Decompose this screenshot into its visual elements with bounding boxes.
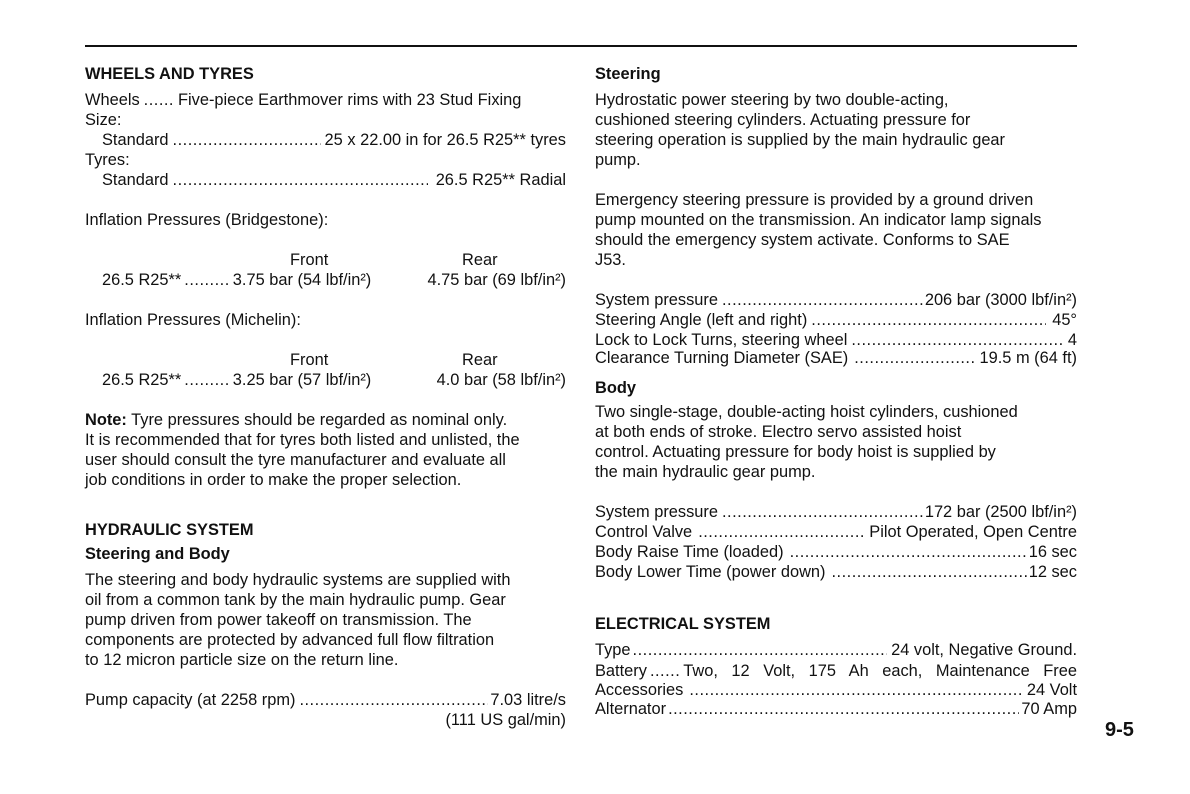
electrical-title: ELECTRICAL SYSTEM: [595, 615, 771, 633]
wheels-title: WHEELS AND TYRES: [85, 65, 254, 83]
size-label: Size:: [85, 111, 122, 129]
note-line-4: job conditions in order to make the proper selection.: [85, 471, 462, 489]
hydraulic-line-3: pump driven from power takeoff on transmission. The: [85, 611, 472, 629]
body-line-3: control. Actuating pressure for body hoist is supplied by: [595, 443, 996, 461]
michelin-title: Inflation Pressures (Michelin):: [85, 311, 301, 329]
rear-header-2: Rear: [462, 351, 498, 369]
steering-spec-row: [595, 348, 1077, 368]
left-column: [85, 64, 566, 730]
standard-label-2: Standard: [102, 171, 169, 189]
steering-line-3: steering operation is supplied by the main hydraulic gear: [595, 131, 1006, 149]
right-column: [595, 64, 1077, 719]
michelin-front: 3.25 bar (57 lbf/in²): [232, 371, 372, 389]
pump-row: [85, 690, 566, 710]
accessories-label: Accessories: [595, 681, 684, 699]
body-spec-row: [595, 502, 1077, 522]
rear-header: Rear: [462, 251, 498, 269]
note-text-0: Tyre pressures should be regarded as nominal only.: [126, 411, 508, 429]
alternator-label: Alternator: [595, 700, 667, 718]
emergency-line-1: Emergency steering pressure is provided by a ground driven: [595, 191, 1034, 209]
hydraulic-line-5: to 12 micron particle size on the return line.: [85, 651, 399, 669]
bridgestone-title: Inflation Pressures (Bridgestone):: [85, 211, 329, 229]
body-spec-row: [595, 522, 1077, 542]
wheels-value: Five-piece Earthmover rims with 23 Stud Fixing: [177, 91, 522, 109]
body-spec-row: [595, 562, 1077, 582]
body-line-1: Two single-stage, double-acting hoist cylinders, cushioned: [595, 403, 1018, 421]
body-spec-value: 172 bar (2500 lbf/in²): [924, 503, 1077, 521]
size-value: 25 x 22.00 in for 26.5 R25** tyres: [324, 131, 566, 149]
bridgestone-front: 3.75 bar (54 lbf/in²): [232, 271, 372, 289]
note-label: Note:: [85, 411, 127, 429]
michelin-header: [85, 350, 566, 370]
body-spec-value: 12 sec: [1028, 563, 1077, 581]
steering-spec-row: [595, 330, 1077, 350]
wheels-row: Wheels ...... Five-piece Earthmover rims with 23 Stud Fixing: [85, 91, 522, 109]
steering-line-4: pump.: [595, 151, 641, 169]
body-spec-label: System pressure: [595, 503, 718, 521]
wheels-label: Wheels: [85, 91, 140, 109]
battery-label: Battery: [595, 662, 647, 680]
bridgestone-header: [85, 250, 566, 270]
tyres-value: 26.5 R25** Radial: [435, 171, 566, 189]
body-spec-row: [595, 542, 1077, 562]
battery-value: Two, 12 Volt, 175 Ah each, Maintenance Free: [683, 662, 1077, 680]
body-title: Body: [595, 379, 636, 397]
front-header: Front: [290, 251, 329, 269]
note-line-1: [85, 410, 566, 430]
steering-title: Steering: [595, 65, 661, 83]
type-label: Type: [595, 641, 631, 659]
emergency-line-2: pump mounted on the transmission. An indicator lamp signals: [595, 211, 1042, 229]
type-value: 24 volt, Negative Ground.: [891, 641, 1077, 659]
steering-spec-row: [595, 310, 1077, 330]
note-line-2: It is recommended that for tyres both listed and unlisted, the: [85, 431, 520, 449]
type-row: [595, 640, 1077, 660]
hydraulic-line-2: oil from a common tank by the main hydraulic pump. Gear: [85, 591, 506, 609]
bridgestone-rear: 4.75 bar (69 lbf/in²): [427, 271, 566, 289]
steering-line-1: Hydrostatic power steering by two double-acting,: [595, 91, 949, 109]
tyres-label: Tyres:: [85, 151, 130, 169]
standard-label: Standard: [102, 131, 169, 149]
accessories-row: [595, 681, 1077, 699]
emergency-line-4: J53.: [595, 251, 626, 269]
steering-spec-label: Clearance Turning Diameter (SAE): [595, 349, 849, 367]
michelin-rear: 4.0 bar (58 lbf/in²): [436, 371, 566, 389]
steering-spec-label: Lock to Lock Turns, steering wheel: [595, 331, 848, 349]
body-spec-value: 16 sec: [1028, 543, 1077, 561]
pump-label: Pump capacity (at 2258 rpm): [85, 691, 296, 709]
body-spec-label: Body Lower Time (power down): [595, 563, 826, 581]
michelin-row: 26.5 R25** ......... 3.25 bar (57 lbf/in²) 4.0 bar (58 lbf/in²): [102, 371, 566, 389]
front-header-2: Front: [290, 351, 329, 369]
alternator-value: 70 Amp: [1021, 700, 1077, 718]
steering-line-2: cushioned steering cylinders. Actuating pressure for: [595, 111, 971, 129]
tyres-row: [85, 170, 566, 190]
steering-spec-value: 206 bar (3000 lbf/in²): [924, 291, 1077, 309]
size-row: [85, 130, 566, 150]
hydraulic-line-1: The steering and body hydraulic systems are supplied with: [85, 571, 511, 589]
pump-value: 7.03 litre/s: [490, 691, 566, 709]
hydraulic-line-4: components are protected by advanced full flow filtration: [85, 631, 495, 649]
battery-row: Battery ...... Two, 12 Volt, 175 Ah each, Maintenance Free: [595, 662, 1077, 680]
body-spec-label: Control Valve: [595, 523, 693, 541]
steering-spec-label: System pressure: [595, 291, 718, 309]
steering-spec-row: [595, 290, 1077, 310]
body-line-2: at both ends of stroke. Electro servo assisted hoist: [595, 423, 962, 441]
note-line-3: user should consult the tyre manufacturer and evaluate all: [85, 451, 506, 469]
steering-spec-value: 4: [1067, 331, 1077, 349]
hydraulic-title: HYDRAULIC SYSTEM: [85, 521, 254, 539]
emergency-line-3: should the emergency system activate. Conforms to SAE: [595, 231, 1010, 249]
pump-value-2: (111 US gal/min): [445, 711, 566, 729]
alternator-row: [595, 699, 1077, 719]
steering-body-title: Steering and Body: [85, 545, 230, 563]
steering-spec-value: 45°: [1052, 311, 1077, 329]
tyre-size: 26.5 R25**: [102, 271, 182, 289]
page-number: 9-5: [1105, 719, 1134, 741]
body-spec-value: Pilot Operated, Open Centre: [869, 523, 1077, 541]
top-rule: [85, 45, 1077, 47]
steering-spec-label: Steering Angle (left and right): [595, 311, 808, 329]
body-line-4: the main hydraulic gear pump.: [595, 463, 816, 481]
bridgestone-row: 26.5 R25** ......... 3.75 bar (54 lbf/in²) 4.75 bar (69 lbf/in²): [102, 271, 566, 289]
body-spec-label: Body Raise Time (loaded): [595, 543, 784, 561]
accessories-value: 24 Volt: [1026, 681, 1077, 699]
steering-spec-value: 19.5 m (64 ft): [979, 349, 1077, 367]
tyre-size-2: 26.5 R25**: [102, 371, 182, 389]
